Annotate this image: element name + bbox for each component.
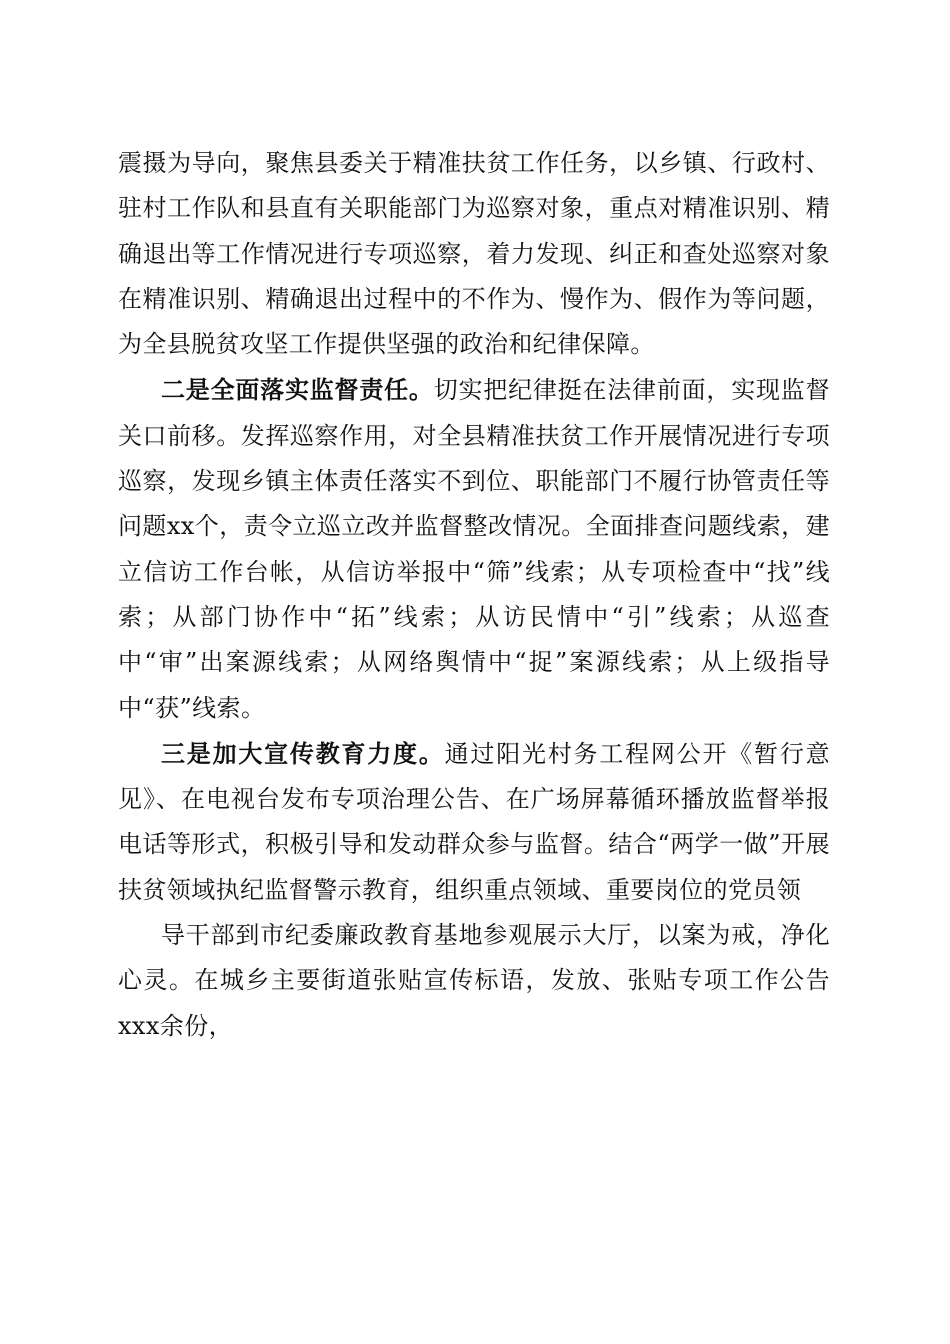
- paragraph-heading: 二是全面落实监督责任。: [161, 375, 434, 405]
- paragraph-text: 切实把纪律挺在法律前面，实现监督关口前移。发挥巡察作用，对全县精准扶贫工作开展情况进行专项巡察，发现乡镇主体责任落实不到位、职能部门不履行协管责任等问题xx个，责令立巡立改并监督整改情况。全面排查问题线索，建立信访工作台帐，从信访举报中“筛”线索；从专项检查中“找”线索；从部门协作中“拓”线索；从访民情中“引”线索；从巡查中“审”出案源线索；从网络舆情中“捉”案源线索；从上级指导中“获”线索。: [118, 376, 830, 722]
- paragraph-continuation-2: [118, 913, 830, 1049]
- paragraph-publicity-education: [118, 731, 830, 913]
- paragraph-supervision-responsibility: [118, 367, 830, 730]
- paragraph-text: 导干部到市纪委廉政教育基地参观展示大厅，以案为戒，净化心灵。在城乡主要街道张贴宣传标语，发放、张贴专项工作公告xxx余份，: [118, 921, 830, 1040]
- paragraph-heading: 三是加大宣传教育力度。: [161, 738, 445, 768]
- document-body: [118, 141, 830, 1049]
- paragraph-continuation: [118, 141, 830, 367]
- paragraph-text: 通过阳光村务工程网公开《暂行意见》、在电视台发布专项治理公告、在广场屏幕循环播放监督举报电话等形式，积极引导和发动群众参与监督。结合“两学一做”开展扶贫领域执纪监督警示教育，组织重点领域、重要岗位的党员领: [118, 739, 830, 904]
- paragraph-text: 震摄为导向，聚焦县委关于精准扶贫工作任务，以乡镇、行政村、驻村工作队和县直有关职能部门为巡察对象，重点对精准识别、精确退出等工作情况进行专项巡察，着力发现、纠正和查处巡察对象在精准识别、精确退出过程中的不作为、慢作为、假作为等问题，为全县脱贫攻坚工作提供坚强的政治和纪律保障。: [118, 149, 830, 359]
